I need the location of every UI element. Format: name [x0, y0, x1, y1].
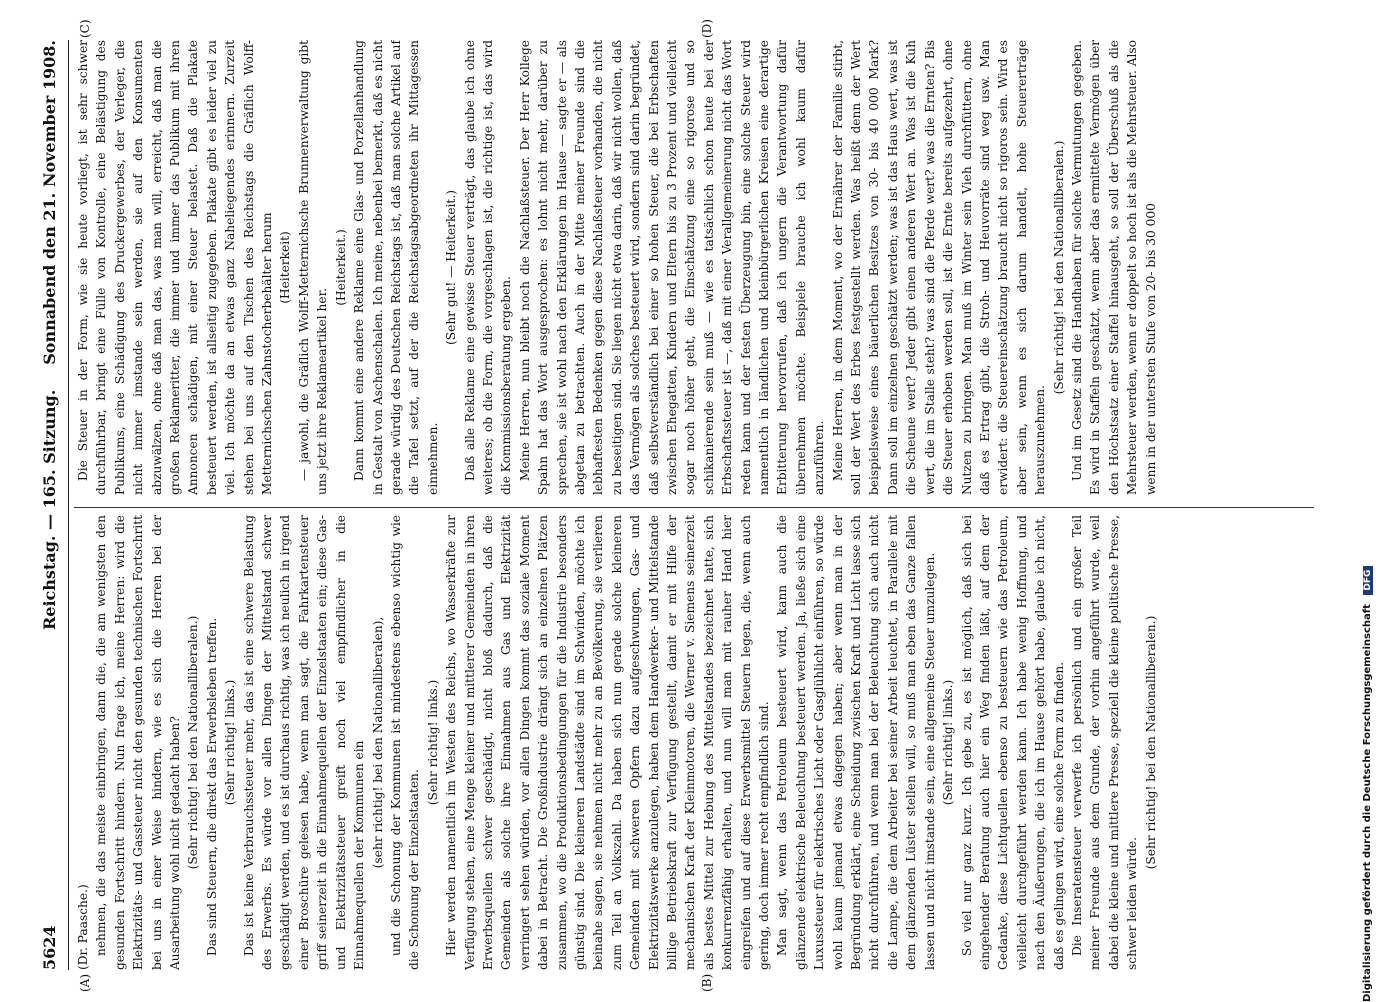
page-header	[40, 40, 64, 970]
interjection: (Sehr richtig! links.)	[941, 679, 956, 806]
interjection: (Sehr gut! — Heiterkeit.)	[444, 190, 459, 345]
paragraph: Das ist keine Verbrauchssteuer mehr, das ist eine schwere Belastung des Erwerbs. Es würde vor allen Dingen der Mittelstand schwer geschädigt werden, und es ist durchaus richtig, was ich neulich in irgend einer Broschüre gelesen habe, wenn man sagt, die Fahrkartensteuer griff seinerzeit in die Einnahmequellen der Einzelstaaten ein; diese Gas- und Elektrizitätssteuer greift noch viel empfindlicher in die Einnahmequellen der Kommunen ein	[241, 515, 367, 970]
paragraph: — jawohl, die Gräflich Wolff-Metternichsche Brunnenverwaltung gibt uns jetzt ihre Reklameartikel her.	[296, 40, 330, 495]
interjection: (Sehr richtig! links.)	[425, 679, 440, 806]
header-rule	[68, 40, 69, 970]
margin-mark-c: (C)	[78, 19, 92, 38]
paragraph: Das sind Steuern, die direkt das Erwerbsleben treffen.	[204, 617, 219, 956]
interjection: (sehr richtig! bei den Nationalliberalen),	[370, 616, 385, 869]
interjection: (Heiterkeit.)	[333, 229, 348, 306]
interjection: (Sehr richtig! bei den Nationalliberalen.)	[186, 615, 201, 870]
funding-text: Digitalisierung gefördert durch die Deutsche Forschungsgemeinschaft	[1362, 604, 1373, 1002]
paragraph: Und im Gesetz sind die Handhaben für solche Vermutungen gegeben. Es wird in Staffeln geschätzt, wenn aber das ermittelte Vermögen über den Höchstsatz einer Staffel hinausgeht, so soll der Überschuß als die Mehrsteuer werden, wenn er doppelt so hoch ist als die Mehrsteuer. Also wenn in der untersten Stufe von 20- bis 30 000	[1069, 40, 1158, 495]
paragraph: Die Inseratensteuer verwerfe ich persönlich und ein großer Teil meiner Freunde aus dem Grunde, der vorhin angeführt wurde, weil dabei die kleine und mittlere Presse, speziell die kleine politische Presse, schwer leiden würde.	[1069, 515, 1140, 970]
paragraph: Meine Herren, in dem Moment, wo der Ernährer der Familie stirbt, soll der Wert des Erbes festgestellt werden. Was heißt denn der Wert beispielsweise eines bäuerlichen Besitzes von 30- bis 40 000 Mark? Dann soll im einzelnen geschätzt werden; was ist das Haus wert, was ist die Scheune wert? Jeder gibt einen anderen Wert an. Was ist die Kuh wert, die im Stalle steht? was sind die Pferde wert? was die Ernten? Bis die Steuer erhoben werden soll, ist die Ernte bereits aufgezehrt, ohne Nutzen zu bringen. Man muß im Winter sein Vieh durchfüttern, ohne daß es Ertrag gibt, die Stroh- und Heuvorräte sind weg usw. Man erwidert: die Steuereinschätzung braucht nicht so rigoros sein. Wird es aber sein, wenn es sich darum handelt, hohe Steuererträge herauszunehmen.	[830, 40, 1048, 495]
margin-mark-a: (A)	[78, 973, 92, 992]
session-title: Reichstag. — 165. Sitzung.	[40, 389, 59, 630]
paragraph: nehmen, die das meiste einbringen, dann die, die am wenigsten den gesunden Fortschritt hindern. Nun frage ich, meine Herren: wird die Elektrizitäts- und Gassteuer nicht den gesunden technischen Fortschritt bei uns in einer Weise hindern, wie es sich die Herren bei der Ausarbeitung wohl nicht gedacht haben?	[94, 515, 183, 970]
funding-note	[1362, 322, 1376, 1002]
paragraph: So viel nur ganz kurz. Ich gebe zu, es ist möglich, daß sich bei eingehender Beratung auch hier ein Weg finden läßt, auf dem der Gedanke, diese Lichtquellen ebenso zu besteuern wie das Petroleum, vielleicht durchgeführt werden kann. Ich habe wenig Hoffnung, und nach den Äußerungen, die ich im Hause gehört habe, glaube ich nicht, daß es gelingen wird, eine solche Form zu finden.	[959, 515, 1066, 970]
dfg-logo: DFG	[1363, 566, 1373, 595]
interjection: (Sehr richtig! links.)	[223, 679, 238, 806]
interjection: (Heiterkeit)	[278, 231, 293, 304]
paragraph: Die Steuer in der Form, wie sie heute vorliegt, ist sehr schwer durchführbar, bringt eine Fülle von Kontrolle, eine Belästigung des Publikums, eine Schädigung des Druckergewerbes, der Verleger, die nicht immer imstande sein werden, sie auf den Konsumenten abzuwälzen, ohne daß man das, was man will, erreicht, daß man die großen Reklameritter, die immer und immer das Publikum mit ihren Annoncen schädigen, mit einer Steuer belastet. Daß die Plakate besteuert werden, ist allseitig zugegeben. Plakate gibt es leider viel zu viel. Ich möchte da an etwas ganz Naheliegendes erinnern. Zurzeit stehen bei uns auf den Tischen des Reichstags die Gräflich Wolff-Metternichschen Zahnstocherbehälter herum	[76, 40, 275, 495]
column-divider	[74, 507, 1314, 508]
paragraph: und die Schonung der Kommunen ist mindestens ebenso wichtig wie die Schonung der Einzelstaaten.	[388, 515, 422, 970]
paragraph: Dann kommt eine andere Reklame eine Glas- und Porzellanhandlung in Gestalt von Aschenschalen. Ich meine, nebenbei bemerkt, daß es nicht gerade würdig des Deutschen Reichstags ist, daß man solche Artikel auf die Tafel setzt, auf der die Reichstagsabgeordneten ihr Mittagessen einnehmen.	[352, 40, 440, 495]
paragraph: Hier werden namentlich im Westen des Reichs, wo Wasserkräfte zur Verfügung stehen, eine Menge kleiner und mittlerer Gemeinden in ihren Erwerbsquellen schwer geschädigt, nicht bloß dadurch, daß die Gemeinden als solche ihre Einnahmen aus Gas und Elektrizität verringert sehen würden, vor allen Dingen kommt das soziale Moment dabei in Betracht. Die Großindustrie drängt sich an einzelnen Plätzen zusammen, wo die Produktionsbedingungen für die Industrie besonders günstig sind. Die kleineren Landstädte sind im Schwinden, möchte ich beinahe sagen, sie nehmen nicht mehr zu an Bevölkerung, sie verlieren zum Teil an Volkszahl. Da haben sich nun gerade solche kleineren Gemeinden mit schweren Opfern dazu aufgeschwungen, Gas- und Elektrizitätswerke anzulegen, haben dem Handwerker- und Mittelstande billige Betriebskraft zur Verfügung gestellt, damit er mit Hilfe der mechanischen Kraft der Kleinmotoren, die Werner v. Siemens seinerzeit als bestes Mittel zur Hebung des Mittelstandes bezeichnet hatte, sich konkurrenzfähig erhalten, und nun will man mit rauher Hand hier eingreifen und auf diese Erwerbsmittel Steuern legen, die, wenn auch gering, doch immer recht empfindlich sind.	[444, 515, 772, 970]
left-column	[74, 515, 1324, 970]
session-date: Sonnabend den 21. November 1908.	[40, 40, 59, 365]
right-column	[74, 40, 1324, 495]
paragraph: Meine Herren, nun bleibt noch die Nachlaßsteuer. Der Herr Kollege Spahn hat das Wort ausgesprochen: es lohnt nicht mehr, darüber zu sprechen, sie ist wohl nach den Erklärungen im Hause — sagte er — als abgetan zu betrachten. Auch in der Mitte meiner Freunde sind die lebhaftesten Bedenken gegen diese Nachlaßsteuer vorhanden, die nicht zu beseitigen sind. Sie liegen nicht etwa darin, daß wir nicht wollen, daß das Vermögen als solches besteuert wird, sondern sind darin begründet, daß selbstverständlich bei einer so hohen Steuer, die bei Erbschaften zwischen Ehegatten, Kindern und Eltern bis zu 3 Prozent und vielleicht sogar noch höher geht, die Einschätzung eine so rigorose und so schikanierende sein muß — wie es tatsächlich schon heute bei der Erbschaftssteuer ist —, daß mit einer Verallgemeinerung nicht das Wort reden kann und der festen Überzeugung bin, eine solche Steuer wird namentlich in ländlichen und kleinbürgerlichen Kreisen eine derartige Erbitterung hervorrufen, daß ich ungern die Verantwortung dafür übernehmen möchte. Beispiele brauche ich wohl kaum dafür anzuführen.	[517, 40, 827, 495]
interjection: (Sehr richtig! bei den Nationalliberalen.)	[1143, 615, 1158, 870]
margin-mark-d: (D)	[700, 19, 714, 38]
margin-mark-b: (B)	[700, 973, 714, 992]
page-number: 5624	[40, 925, 59, 970]
paragraph: Daß alle Reklame eine gewisse Steuer verträgt, das glaube ich ohne weiteres; ob die Form, die vorgeschlagen ist, die richtige ist, das wird die Kommissionsberatung ergeben.	[462, 40, 514, 495]
paragraph: Man sagt, wenn das Petroleum besteuert wird, kann auch die glänzende elektrische Beleuchtung besteuert werden. Ja, ließe sich eine Luxussteuer für elektrisches Licht oder Gasglühlicht einführen, so würde wohl kaum jemand etwas dagegen haben; aber wenn man in der Begründung erklärt, eine Scheidung zwischen Kraft und Licht lasse sich nicht durchführen, und wenn man bei der Beleuchtung sich auch nicht die Lampe, die dem Arbeiter bei seiner Arbeit leuchtet, in Parallele mit dem glänzenden Lüster stellen will, so muß man eben das Ganze fallen lassen und nicht imstande sein, eine allgemeine Steuer umzulegen.	[775, 515, 937, 970]
interjection: (Sehr richtig! bei den Nationalliberalen.)	[1051, 140, 1066, 395]
interjection: (Dr. Paasche.)	[76, 884, 90, 970]
